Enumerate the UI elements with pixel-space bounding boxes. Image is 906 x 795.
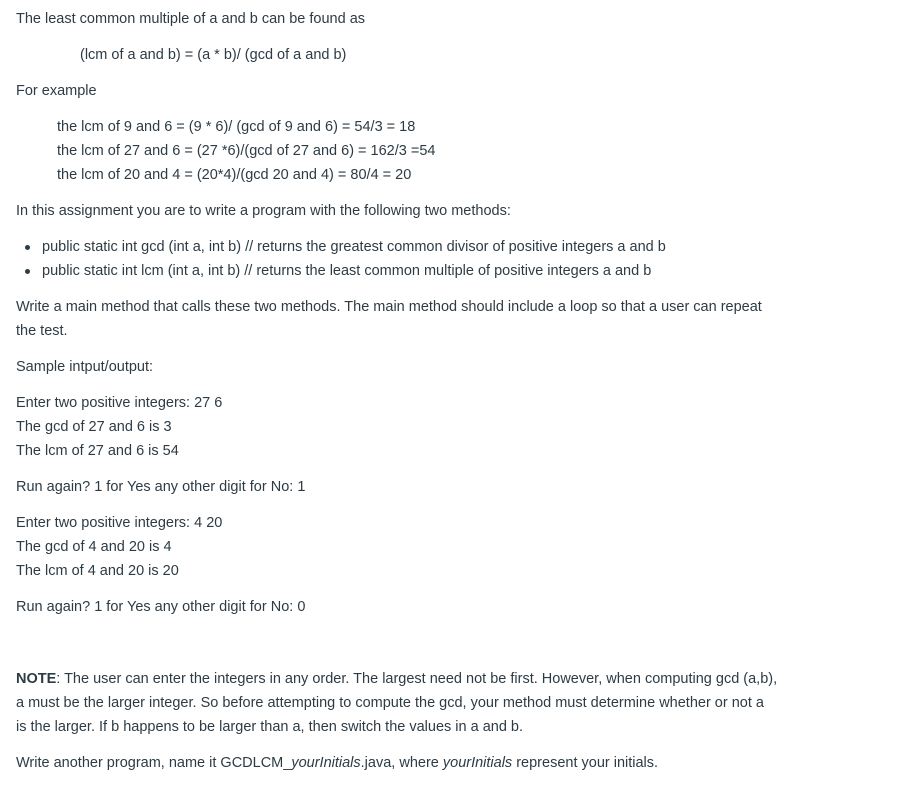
main-method-text: Write a main method that calls these two methods. The main method should include a loop so that a user can repeat <box>16 299 762 315</box>
sample-heading: Sample intput/output: <box>16 359 154 375</box>
method-item: public static int lcm (int a, int b) // returns the least common multiple of positive integers a and b <box>42 263 652 279</box>
initials-placeholder: yourInitials <box>442 755 513 771</box>
sample-line: Enter two positive integers: 27 6 <box>16 395 223 411</box>
initials-placeholder: yourInitials <box>291 755 361 771</box>
run-again-line: Run again? 1 for Yes any other digit for No: 0 <box>16 599 306 615</box>
bullet-icon <box>25 269 30 274</box>
example-heading: For example <box>16 83 97 99</box>
sample-line: The gcd of 4 and 20 is 4 <box>16 539 172 555</box>
final-text: Write another program, name it GCDLCM_ <box>16 755 292 771</box>
note-text-cont: is the larger. If b happens to be larger than a, then switch the values in a and b. <box>16 719 524 735</box>
note-text: : The user can enter the integers in any order. The largest need not be first. However, when computing gcd (a,b), <box>56 671 778 687</box>
note-text-cont: a must be the larger integer. So before attempting to compute the gcd, your method must determine whether or not a <box>16 695 764 711</box>
sample-line: The lcm of 27 and 6 is 54 <box>16 443 179 459</box>
bullet-icon <box>25 245 30 250</box>
example-line: the lcm of 20 and 4 = (20*4)/(gcd 20 and 4) = 80/4 = 20 <box>57 167 412 183</box>
note-label: NOTE <box>16 671 57 687</box>
lcm-formula: (lcm of a and b) = (a * b)/ (gcd of a and b) <box>80 47 347 63</box>
sample-line: The gcd of 27 and 6 is 3 <box>16 419 172 435</box>
example-line: the lcm of 9 and 6 = (9 * 6)/ (gcd of 9 and 6) = 54/3 = 18 <box>57 119 416 135</box>
sample-line: The lcm of 4 and 20 is 20 <box>16 563 179 579</box>
final-instruction <box>16 753 658 773</box>
intro-text: The least common multiple of a and b can be found as <box>16 11 366 27</box>
method-item: public static int gcd (int a, int b) // returns the greatest common divisor of positive integers a and b <box>42 239 666 255</box>
final-text: represent your initials. <box>512 755 659 771</box>
assignment-intro: In this assignment you are to write a program with the following two methods: <box>16 203 511 219</box>
note-paragraph <box>16 669 777 689</box>
main-method-text-cont: the test. <box>16 323 68 339</box>
final-text: .java, where <box>360 755 443 771</box>
example-line: the lcm of 27 and 6 = (27 *6)/(gcd of 27 and 6) = 162/3 =54 <box>57 143 436 159</box>
run-again-line: Run again? 1 for Yes any other digit for No: 1 <box>16 479 306 495</box>
sample-line: Enter two positive integers: 4 20 <box>16 515 223 531</box>
